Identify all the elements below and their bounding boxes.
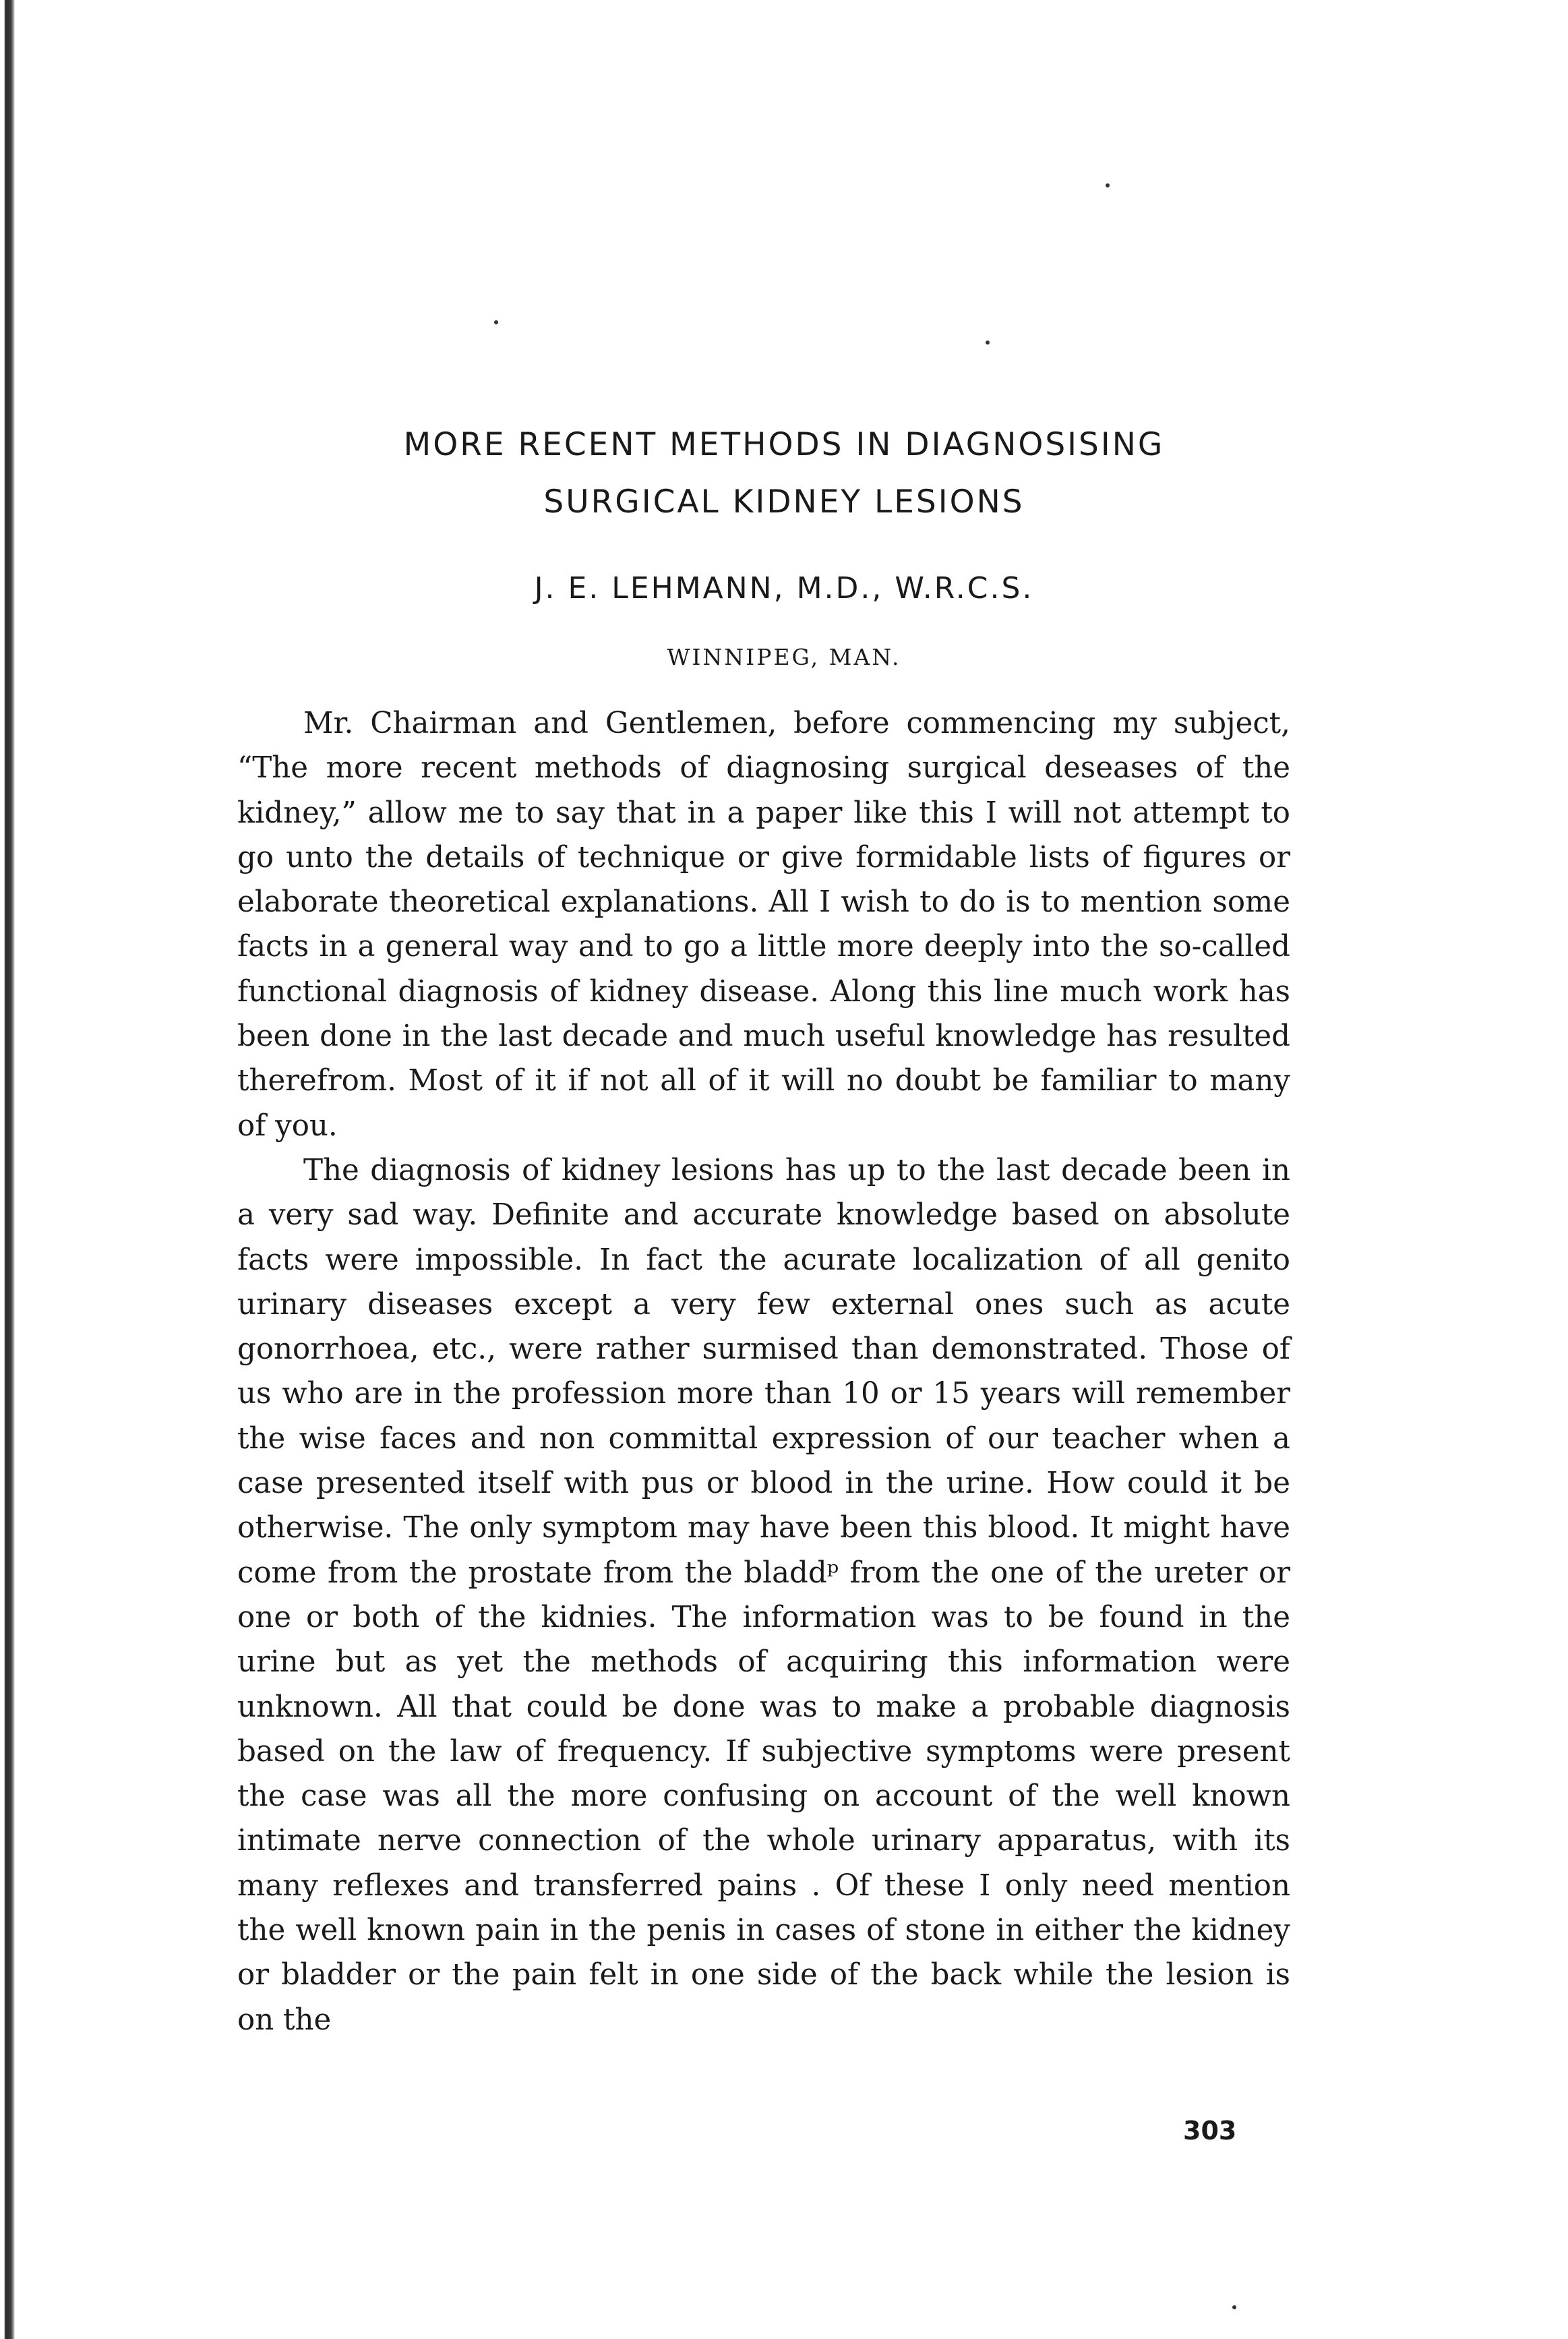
page-binding-edge [0,0,15,2339]
author-byline: J. E. LEHMANN, M.D., W.R.C.S. [534,571,1034,605]
article-body [237,701,1290,2042]
scan-speck [1232,2305,1236,2309]
author-location: WINNIPEG, MAN. [667,644,901,670]
scan-speck [986,341,990,345]
body-paragraph-1: Mr. Chairman and Gentlemen, before commencing my subject, “The more recent methods of diagnosing surgical deseases of the kidney,” allow me to say that in a paper like this I will not attempt to go unto the details of technique or give formidable lists of figures or elaborate theoretical explanations. All I wish to do is to mention some facts in a general way and to go a little more deeply into the so-called functional diagnosis of kidney disease. Along this line much work has been done in the last decade and much useful knowledge has resulted therefrom. Most of it if not all of it will no doubt be familiar to many of you. [237,707,1290,1143]
article-title-line-1: MORE RECENT METHODS IN DIAGNOSISING [403,426,1165,463]
body-paragraph-2: The diagnosis of kidney lesions has up to the last decade been in a very sad way. Definite and accurate knowledge based on absolute facts were impossible. In fact the acurate localization of all genito urinary diseases except a very few external ones such as acute gonorrhoea, etc., were rather surmised than demonstrated. Those of us who are in the profession more than 10 or 15 years will remember the wise faces and non committal expression of our teacher when a case presented itself with pus or blood in the urine. How could it be otherwise. The only symptom may have been this blood. It might have come from the prostate from the bladdᵖ from the one of the ureter or one or both of the kidnies. The information was to be found in the urine but as yet the methods of acquiring this information were unknown. All that could be done was to make a probable diagnosis based on the law of frequency. If subjective symptoms were present the case was all the more confusing on account of the well known intimate nerve connection of the whole urinary apparatus, with its many reflexes and transferred pains . Of these I only need mention the well known pain in the penis in cases of stone in either the kidney or bladder or the pain felt in one side of the back while the lesion is on the [237,1153,1290,2037]
page-number: 303 [1183,2116,1237,2145]
article-title-line-2: SURGICAL KIDNEY LESIONS [543,483,1025,521]
scan-speck [494,320,498,324]
scan-speck [1106,183,1110,187]
